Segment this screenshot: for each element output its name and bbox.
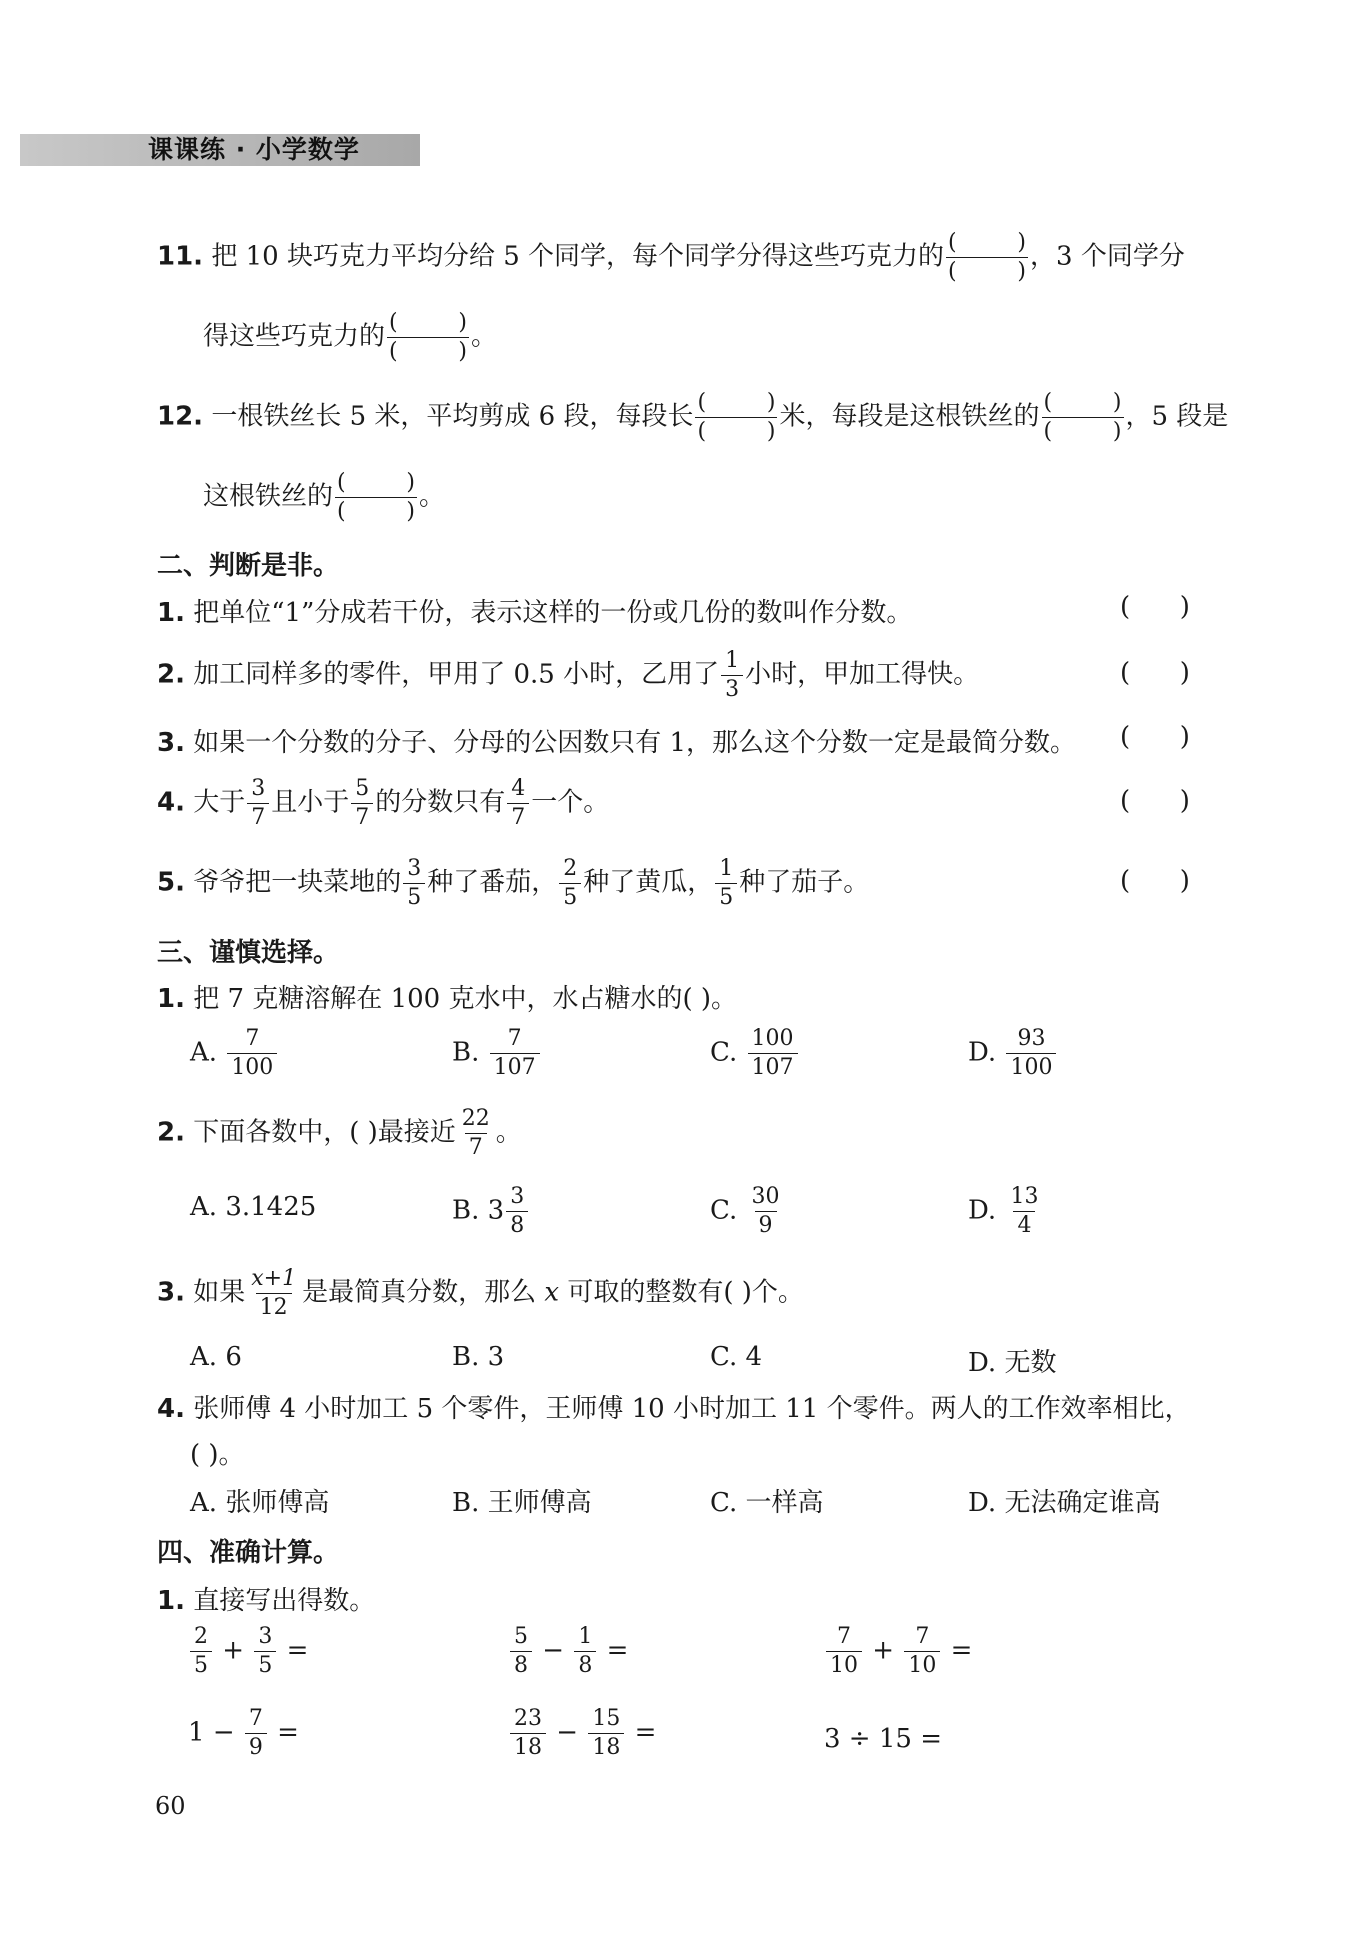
question-number: 5. xyxy=(157,867,185,898)
calc-expression-3: $\frac{7}{10}$ + $\frac{7}{10}$ = xyxy=(824,1626,972,1677)
option-d[interactable]: D. $\frac{93}{100}$ xyxy=(968,1028,1058,1079)
answer-paren[interactable]: ( ) xyxy=(1120,722,1190,752)
calc-expression-2: $\frac{5}{8}$ − $\frac{1}{8}$ = xyxy=(508,1626,628,1677)
option-d[interactable]: D. 无数 xyxy=(968,1348,1057,1378)
fraction: $\frac{1}{3}$ xyxy=(721,650,743,701)
judgement-item-2: 2. 加工同样多的零件，甲用了 0.5 小时，乙用了 $\frac{1}{3}$ 小时，甲加工得快。 xyxy=(157,648,980,702)
option-b[interactable]: B. 王师傅高 xyxy=(452,1488,592,1518)
question-text: 如果一个分数的分子、分母的公因数只有 1，那么这个分数一定是最简分数。 xyxy=(193,728,1077,758)
calc-expression-4: 1 − $\frac{7}{9}$ = xyxy=(188,1706,299,1760)
question-text: 一根铁丝长 5 米，平均剪成 6 段，每段长 xyxy=(211,401,694,432)
question-number: 1. xyxy=(157,1586,185,1616)
calc-question-1 xyxy=(157,1580,375,1617)
question-number: 12. xyxy=(157,401,204,432)
question-number: 3. xyxy=(157,1277,185,1308)
judgement-item-5: 5. 爷爷把一块菜地的 $\frac{3}{5}$ 种了番茄， $\frac{2}{5}$ 种了黄瓜， $\frac{1}{5}$ 种了茄子。 xyxy=(157,856,870,910)
choice-question-1 xyxy=(157,978,737,1015)
fraction: $\frac{3}{5}$ xyxy=(403,858,425,909)
question-11-line1 xyxy=(157,232,1185,283)
question-12-line1: 12. 一根铁丝长 5 米，平均剪成 6 段，每段长 ( ) ( ) 米，每段是这根铁丝的 ( ) ( ) ，5 段是 xyxy=(157,390,1229,444)
fraction: $\frac{4}{7}$ xyxy=(507,778,529,829)
option-b[interactable]: B. $\frac{7}{107}$ xyxy=(452,1028,542,1079)
option-a[interactable]: A. 3.1425 xyxy=(190,1192,317,1222)
option-a[interactable]: A. 6 xyxy=(190,1342,242,1372)
judgement-item-1 xyxy=(157,592,912,629)
question-12-line2: 这根铁丝的 ( ) ( ) 。 xyxy=(203,470,446,524)
question-number: 1. xyxy=(157,984,185,1014)
judgement-item-3 xyxy=(157,722,1076,759)
question-text: 直接写出得数。 xyxy=(193,1586,376,1616)
option-c[interactable]: C. $\frac{30}{9}$ xyxy=(710,1184,780,1238)
question-11-line2: 得这些巧克力的 ( ) ( ) 。 xyxy=(203,310,498,364)
question-number: 4. xyxy=(157,787,185,818)
option-c[interactable]: C. $\frac{100}{107}$ xyxy=(710,1028,800,1079)
answer-paren[interactable]: ( ) xyxy=(1120,866,1190,896)
question-number: 3. xyxy=(157,728,185,758)
question-number: 11. xyxy=(157,241,204,272)
choice-question-4 xyxy=(157,1388,1191,1425)
question-text: 把单位“1”分成若干份，表示这样的一份或几份的数叫作分数。 xyxy=(193,598,913,628)
choice-question-3: 3. 如果 $\frac{x+1}{12}$ 是最简真分数，那么 x 可取的整数有( )个。 xyxy=(157,1266,804,1320)
answer-fraction-blank[interactable]: ( ) ( ) xyxy=(697,390,776,444)
question-text: 得这些巧克力的 xyxy=(203,321,386,352)
section-title-judgement: 二、判断是非。 xyxy=(157,551,340,581)
question-text: ，3 个同学分 xyxy=(1030,241,1185,272)
choice-question-4-line2: ( )。 xyxy=(190,1440,245,1470)
answer-fraction-blank[interactable]: ( ) ( ) xyxy=(337,470,416,524)
answer-paren[interactable]: ( ) xyxy=(1120,786,1190,816)
answer-paren[interactable]: ( ) xyxy=(1120,658,1190,688)
fraction: $\frac{3}{7}$ xyxy=(247,778,269,829)
page-number: 60 xyxy=(155,1792,186,1820)
calc-expression-1: $\frac{2}{5}$ + $\frac{3}{5}$ = xyxy=(188,1626,308,1677)
option-b[interactable]: B. 3 $\frac{3}{8}$ xyxy=(452,1186,530,1237)
option-a[interactable]: A. $\frac{7}{100}$ xyxy=(190,1028,279,1079)
section-title-choice: 三、谨慎选择。 xyxy=(157,938,340,968)
question-number: 1. xyxy=(157,598,185,628)
answer-fraction-blank[interactable]: ( ) ( ) xyxy=(1043,390,1122,444)
option-b[interactable]: B. 3 xyxy=(452,1342,505,1372)
fraction: $\frac{1}{5}$ xyxy=(715,858,737,909)
question-text: 把 10 块巧克力平均分给 5 个同学，每个同学分得这些巧克力的 xyxy=(211,241,945,272)
fraction: $\frac{22}{7}$ xyxy=(461,1106,490,1160)
calc-expression-5: $\frac{23}{18}$ − $\frac{15}{18}$ = xyxy=(508,1708,656,1759)
option-c[interactable]: C. 一样高 xyxy=(710,1488,824,1518)
option-c[interactable]: C. 4 xyxy=(710,1342,763,1372)
answer-fraction-blank[interactable]: ( ) ( ) xyxy=(948,230,1027,284)
question-text: 张师傅 4 小时加工 5 个零件，王师傅 10 小时加工 11 个零件。两人的工作效率相比， xyxy=(193,1394,1191,1424)
choice-question-2: 2. 下面各数中，( )最接近 $\frac{22}{7}$ 。 xyxy=(157,1106,522,1160)
fraction: $\frac{x+1}{12}$ xyxy=(251,1266,297,1320)
question-number: 2. xyxy=(157,1117,185,1148)
calc-expression-6: 3 ÷ 15 = xyxy=(824,1724,942,1754)
option-a[interactable]: A. 张师傅高 xyxy=(190,1488,330,1518)
answer-fraction-blank[interactable]: ( ) ( ) xyxy=(389,310,468,364)
option-d[interactable]: D. 无法确定谁高 xyxy=(968,1488,1161,1518)
fraction: $\frac{2}{5}$ xyxy=(559,858,581,909)
question-text: 这根铁丝的 xyxy=(203,481,334,512)
question-number: 4. xyxy=(157,1394,185,1424)
judgement-item-4: 4. 大于 $\frac{3}{7}$ 且小于 $\frac{5}{7}$ 的分数只有 $\frac{4}{7}$ 一个。 xyxy=(157,776,610,830)
option-d[interactable]: D. $\frac{13}{4}$ xyxy=(968,1184,1039,1238)
answer-paren[interactable]: ( ) xyxy=(1120,592,1190,622)
question-text: 把 7 克糖溶解在 100 克水中，水占糖水的( )。 xyxy=(193,984,738,1014)
header-title: 课课练 · 小学数学 xyxy=(148,135,360,164)
question-number: 2. xyxy=(157,659,185,690)
section-title-calculation: 四、准确计算。 xyxy=(157,1538,340,1568)
fraction: $\frac{5}{7}$ xyxy=(351,778,373,829)
